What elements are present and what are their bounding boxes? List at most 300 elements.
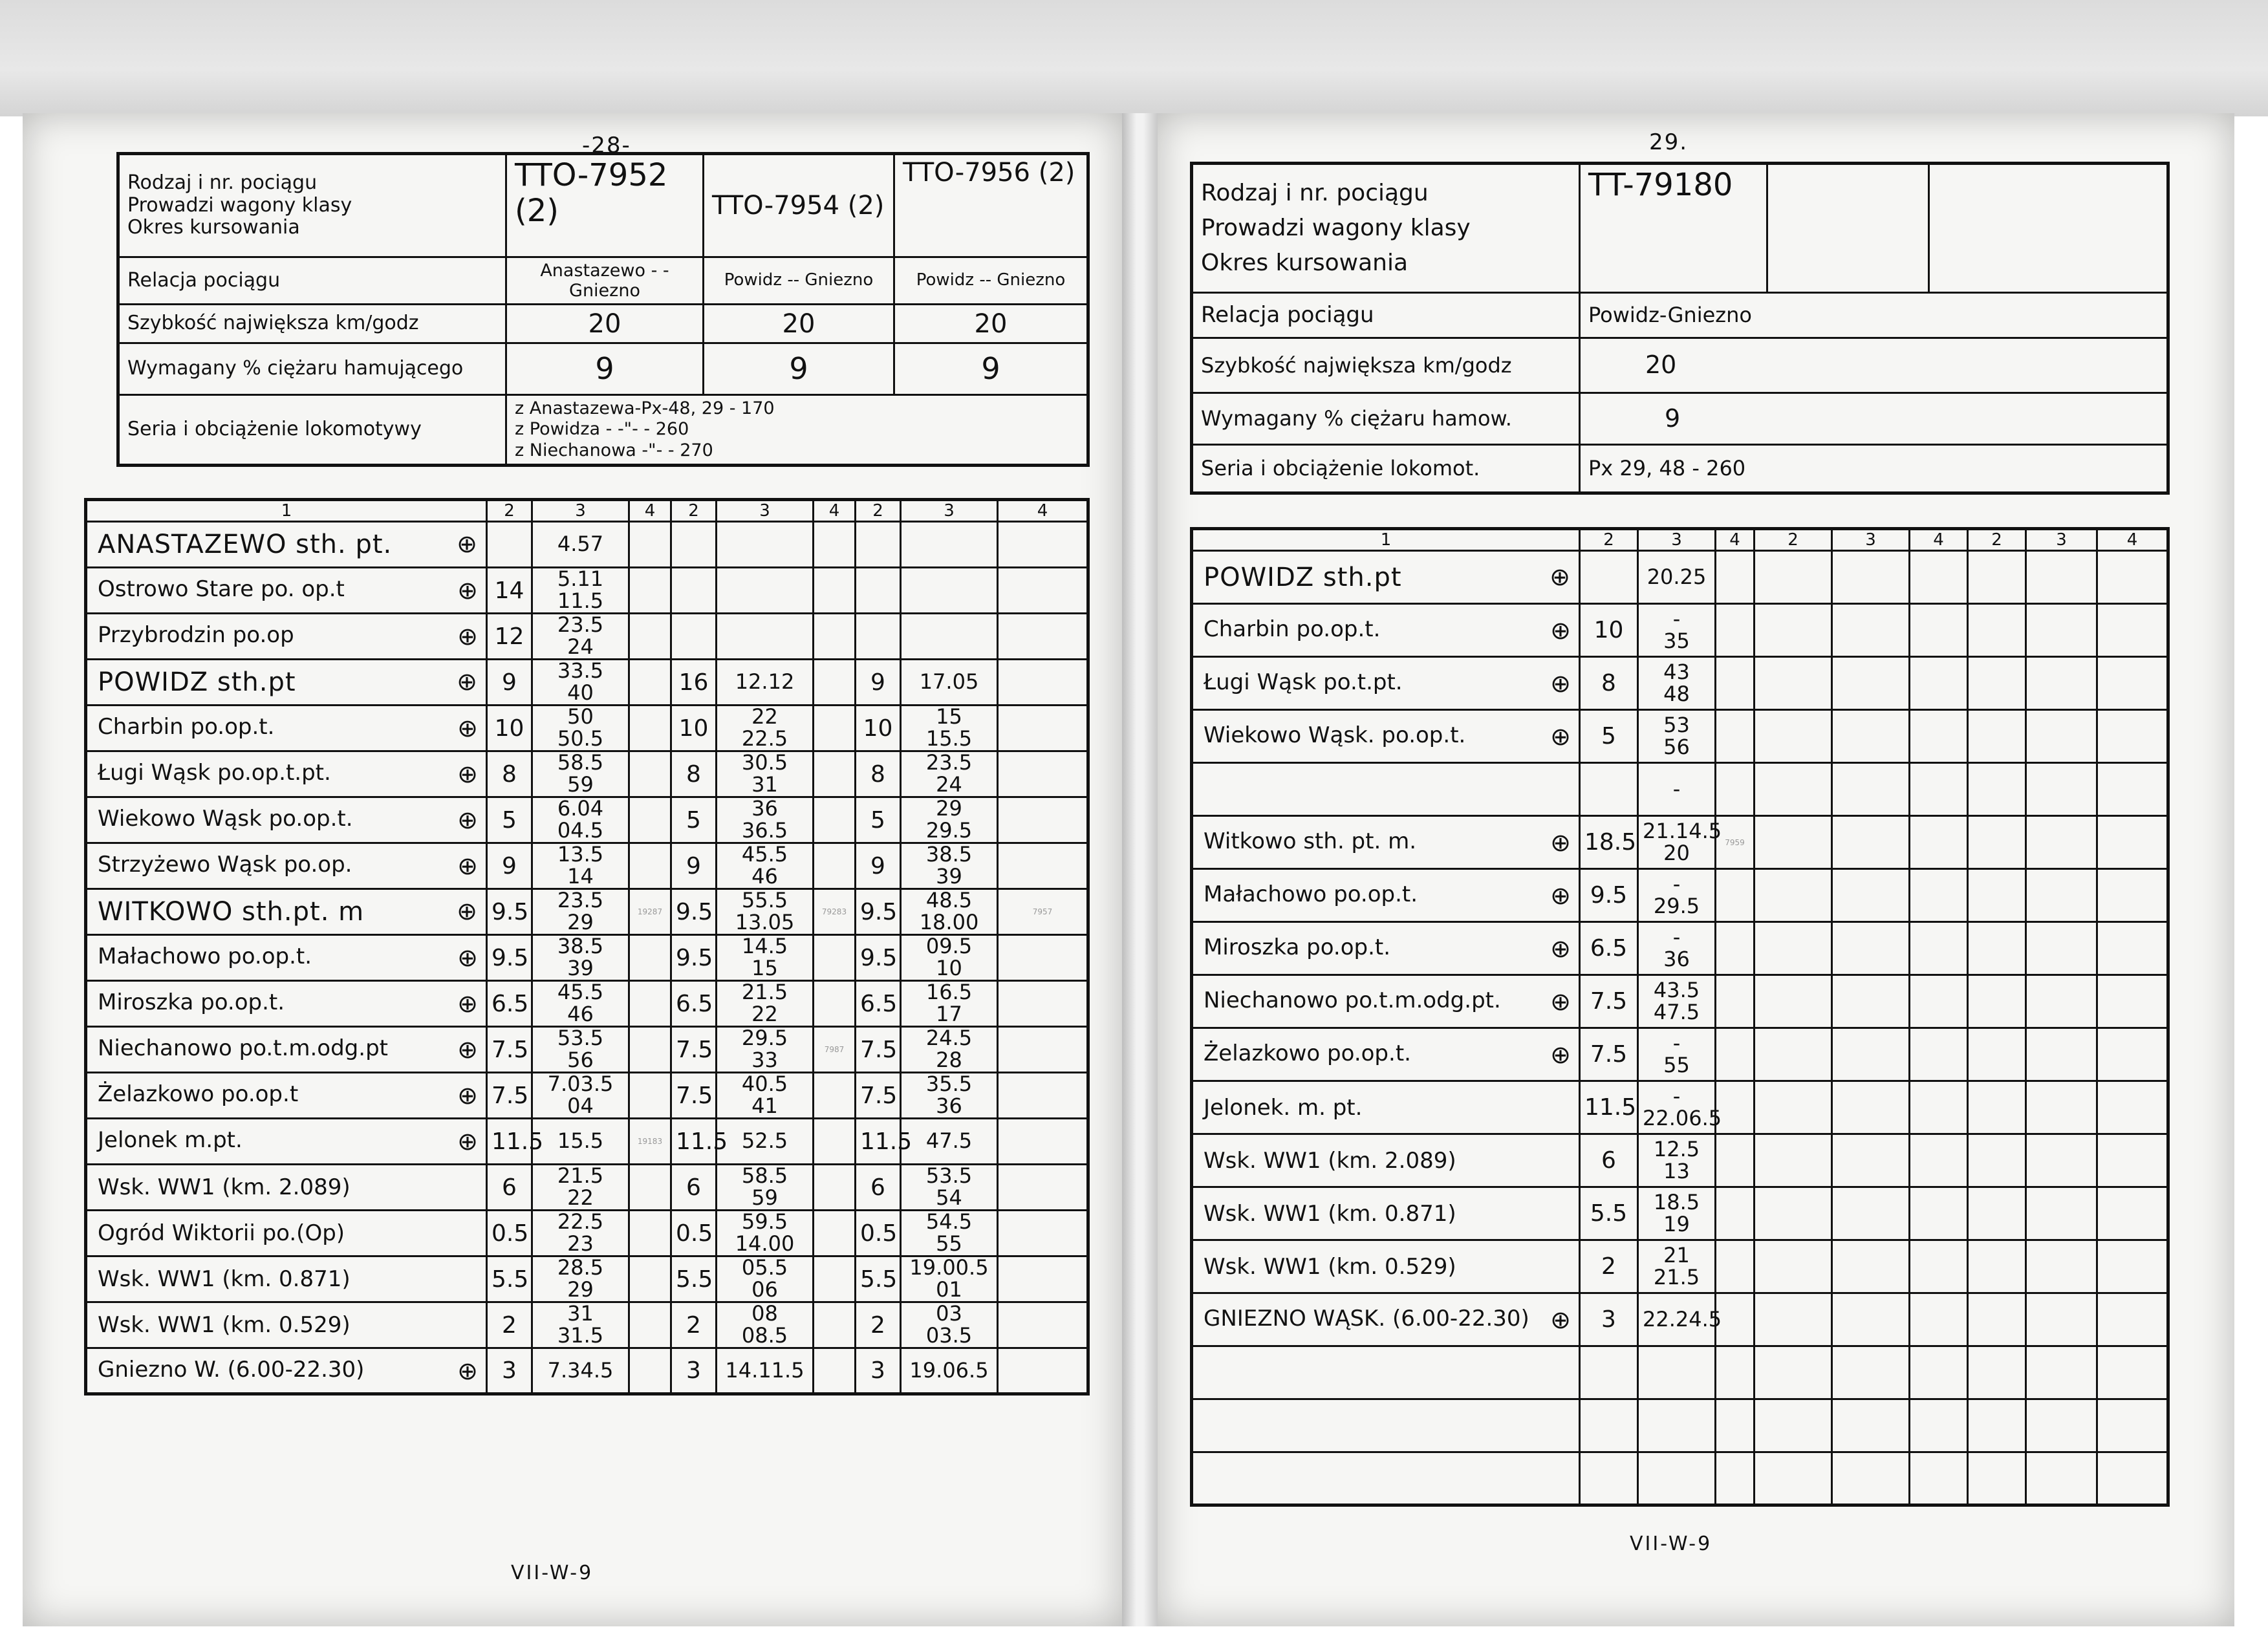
crossing-cell [998, 568, 1088, 614]
station-name-cell [86, 1211, 487, 1256]
empty-cell [1832, 1134, 1910, 1187]
empty-cell [1832, 1240, 1910, 1293]
empty-cell [1755, 869, 1832, 922]
empty-cell [1832, 1399, 1910, 1452]
crossing-cell [629, 935, 671, 981]
empty-cell [1755, 922, 1832, 975]
time-cell [1638, 1187, 1716, 1240]
stop-symbol-icon: ⊕ [457, 622, 478, 651]
empty-cell [1910, 1346, 1968, 1399]
time-value: 39 [567, 956, 594, 980]
time-value: 5.11 [557, 566, 604, 592]
time-cell [901, 889, 998, 935]
station-name: Jelonek m.pt. [98, 1127, 243, 1153]
distance-cell: 0.5 [671, 1211, 717, 1256]
time-value: 36 [1663, 946, 1690, 971]
empty-cell [2026, 1081, 2097, 1134]
speed-3: 20 [894, 305, 1088, 343]
station-row [86, 614, 1088, 660]
time-value: 15 [751, 956, 778, 980]
time-value: 21.14.5 [1643, 818, 1722, 843]
brake-right: 9 [1580, 393, 2168, 445]
station-name: Wsk. WW1 (km. 2.089) [1204, 1147, 1456, 1174]
empty-cell [2097, 1346, 2168, 1399]
brake-3: 9 [894, 343, 1088, 395]
train-number-3: TTO-7956 (2) [894, 154, 1088, 257]
left-page-number: -28- [582, 133, 631, 158]
relation-label: Relacja pociągu [118, 257, 506, 305]
speed-right: 20 [1580, 338, 2168, 393]
time-cell [717, 1119, 814, 1165]
time-value: 46 [751, 864, 778, 889]
station-row [1192, 1452, 2168, 1505]
empty-cell [1968, 1028, 2026, 1081]
time-value: 22 [751, 704, 778, 729]
relation-3: Powidz -- Gniezno [894, 257, 1088, 305]
time-value: 53.5 [925, 1163, 973, 1189]
column-number: 4 [814, 500, 856, 522]
distance-cell [487, 522, 532, 568]
empty-cell [1910, 1399, 1968, 1452]
empty-cell [2026, 1346, 2097, 1399]
scanner-background [0, 0, 2268, 116]
stop-symbol-icon: ⊕ [1550, 1305, 1571, 1334]
station-row [1192, 1293, 2168, 1346]
distance-cell: 11.5 [671, 1119, 717, 1165]
time-value: 14.00 [735, 1231, 795, 1256]
station-name-cell [86, 1256, 487, 1302]
time-value: - [1672, 871, 1681, 896]
station-name: Wsk. WW1 (km. 0.871) [98, 1266, 351, 1292]
distance-cell: 5 [1580, 710, 1638, 763]
time-value: 54 [936, 1185, 962, 1210]
empty-cell [1832, 1293, 1910, 1346]
station-name-cell [1192, 1452, 1580, 1505]
distance-cell: 9.5 [856, 935, 901, 981]
time-value: 13.05 [735, 910, 795, 934]
distance-cell: 10 [671, 706, 717, 751]
time-value: 46 [567, 1002, 594, 1026]
time-value: 21.5 [557, 1163, 604, 1189]
distance-cell: 8 [487, 751, 532, 797]
time-cell [717, 1027, 814, 1073]
empty-cell [1968, 1399, 2026, 1452]
station-name: Charbin po.op.t. [98, 714, 275, 740]
empty-cell [2097, 869, 2168, 922]
distance-cell: 7.5 [1580, 975, 1638, 1028]
station-name-cell [1192, 1399, 1580, 1452]
column-number: 3 [2026, 529, 2097, 551]
empty-cell [1832, 1028, 1910, 1081]
station-row [86, 1119, 1088, 1165]
time-value: 01 [936, 1277, 962, 1302]
time-value: 23 [567, 1231, 594, 1256]
stop-symbol-icon: ⊕ [457, 1035, 478, 1064]
distance-cell: 7.5 [1580, 1028, 1638, 1081]
station-row [1192, 1081, 2168, 1134]
time-value: 22 [567, 1185, 594, 1210]
station-row [86, 797, 1088, 843]
time-value: 38.5 [557, 934, 604, 959]
distance-cell: 5 [671, 797, 717, 843]
station-name: Jelonek. m. pt. [1204, 1094, 1363, 1121]
crossing-cell [998, 614, 1088, 660]
time-cell [532, 522, 629, 568]
crossing-cell [1716, 710, 1755, 763]
distance-cell: 9.5 [487, 889, 532, 935]
empty-cell [2097, 1240, 2168, 1293]
stop-symbol-icon: ⊕ [457, 989, 478, 1018]
time-value: 58.5 [557, 750, 604, 775]
time-value: - [1672, 606, 1681, 631]
time-value: 16.5 [925, 980, 973, 1005]
time-cell [532, 1119, 629, 1165]
loco-series-right: Px 29, 48 - 260 [1580, 445, 2168, 493]
station-name: Małachowo po.op.t. [98, 943, 312, 969]
empty-cell [2026, 1134, 2097, 1187]
time-value: 36.5 [741, 818, 788, 843]
time-cell [901, 1302, 998, 1348]
time-cell [1638, 1399, 1716, 1452]
empty-cell [1832, 1346, 1910, 1399]
station-name-cell [1192, 604, 1580, 657]
station-name-cell [1192, 657, 1580, 710]
station-name: ANASTAZEWO sth. pt. [98, 530, 393, 559]
station-row [86, 660, 1088, 706]
time-cell [532, 1256, 629, 1302]
time-value: 22.24.5 [1643, 1306, 1722, 1331]
stop-symbol-icon: ⊕ [457, 530, 478, 558]
empty-cell [1910, 1134, 1968, 1187]
empty-cell [1755, 975, 1832, 1028]
time-value: 03.5 [925, 1323, 973, 1348]
time-cell [717, 935, 814, 981]
empty-cell [2026, 975, 2097, 1028]
empty-cell [2026, 710, 2097, 763]
station-row [86, 1165, 1088, 1211]
time-value: 31.5 [557, 1323, 604, 1348]
time-cell [901, 568, 998, 614]
stop-symbol-icon: ⊕ [1550, 616, 1571, 645]
time-value: 53 [1663, 712, 1690, 737]
station-row [1192, 1346, 2168, 1399]
empty-cell [1832, 763, 1910, 816]
time-value: 04 [567, 1094, 594, 1118]
station-row [86, 889, 1088, 935]
crossing-cell [998, 751, 1088, 797]
brake-label-right: Wymagany % ciężaru hamow. [1192, 393, 1580, 445]
loco-label-right: Seria i obciążenie lokomot. [1192, 445, 1580, 493]
time-cell [532, 660, 629, 706]
crossing-cell [814, 522, 856, 568]
time-cell [532, 1302, 629, 1348]
empty-cell [1755, 1134, 1832, 1187]
distance-cell [671, 568, 717, 614]
empty-cell [2097, 551, 2168, 604]
station-name: Wsk. WW1 (km. 0.529) [98, 1312, 351, 1338]
empty-cell [2097, 922, 2168, 975]
crossing-cell: 7959 [1716, 816, 1755, 869]
time-cell [717, 614, 814, 660]
empty-cell [1910, 1240, 1968, 1293]
crossing-cell [1716, 604, 1755, 657]
time-value: 29.5 [741, 1026, 788, 1051]
empty-cell [2097, 657, 2168, 710]
stop-symbol-icon: ⊕ [1550, 562, 1571, 591]
time-cell [1638, 1452, 1716, 1505]
distance-cell: 14 [487, 568, 532, 614]
crossing-cell [998, 1348, 1088, 1394]
column-number: 4 [1910, 529, 1968, 551]
station-name-cell [86, 706, 487, 751]
column-number: 2 [671, 500, 717, 522]
crossing-cell [814, 568, 856, 614]
crossing-cell [814, 1348, 856, 1394]
station-name-cell [1192, 1134, 1580, 1187]
distance-cell: 8 [1580, 657, 1638, 710]
empty-cell [1832, 869, 1910, 922]
time-cell [1638, 710, 1716, 763]
time-value: 55 [936, 1231, 962, 1256]
empty-cell [1910, 975, 1968, 1028]
station-row [86, 981, 1088, 1027]
empty-cell [1910, 763, 1968, 816]
time-value: 14 [567, 864, 594, 889]
time-value: 31 [751, 772, 778, 797]
distance-cell: 16 [671, 660, 717, 706]
time-value: 29 [567, 1277, 594, 1302]
empty-cell [2097, 975, 2168, 1028]
station-row [1192, 710, 2168, 763]
distance-cell: 7.5 [487, 1073, 532, 1119]
station-row [1192, 657, 2168, 710]
time-value: 41 [751, 1094, 778, 1118]
time-cell [717, 522, 814, 568]
time-value: 54.5 [925, 1209, 973, 1234]
time-value: 14.11.5 [725, 1357, 805, 1383]
crossing-cell [629, 1165, 671, 1211]
train-number-right-empty-2 [1929, 164, 2168, 293]
time-value: 53.5 [557, 1026, 604, 1051]
time-cell [532, 1027, 629, 1073]
station-name: Wiekowo Wąsk po.op.t. [98, 806, 353, 832]
time-cell [901, 522, 998, 568]
station-row [1192, 975, 2168, 1028]
station-row [1192, 1187, 2168, 1240]
time-value: 59 [751, 1185, 778, 1210]
time-cell [901, 614, 998, 660]
crossing-cell [629, 1211, 671, 1256]
time-cell [532, 889, 629, 935]
station-row [86, 1211, 1088, 1256]
station-row [86, 843, 1088, 889]
speed-label-right: Szybkość największa km/godz [1192, 338, 1580, 393]
time-value: 20.25 [1647, 564, 1707, 589]
crossing-cell [998, 1302, 1088, 1348]
station-name: Gniezno W. (6.00-22.30) [98, 1356, 365, 1383]
crossing-cell [629, 1073, 671, 1119]
time-value: 13 [1663, 1158, 1690, 1183]
empty-cell [1755, 816, 1832, 869]
empty-cell [1910, 1187, 1968, 1240]
empty-cell [1968, 551, 2026, 604]
station-name-cell [1192, 1187, 1580, 1240]
empty-cell [2097, 763, 2168, 816]
station-name-cell [1192, 975, 1580, 1028]
crossing-cell [1716, 1187, 1755, 1240]
brake-2: 9 [704, 343, 894, 395]
empty-cell [1755, 1028, 1832, 1081]
station-name-cell [86, 1302, 487, 1348]
time-value: 55 [1663, 1052, 1690, 1077]
stop-symbol-icon: ⊕ [457, 760, 478, 788]
crossing-cell [998, 1027, 1088, 1073]
relation-1: Anastazewo - - Gniezno [506, 257, 704, 305]
empty-cell [2026, 1293, 2097, 1346]
time-cell [1638, 763, 1716, 816]
distance-cell: 8 [671, 751, 717, 797]
station-name: Wsk. WW1 (km. 0.529) [1204, 1253, 1456, 1280]
column-number: 4 [998, 500, 1088, 522]
time-cell [717, 751, 814, 797]
distance-cell: 9.5 [856, 889, 901, 935]
station-name: POWIDZ sth.pt [1204, 562, 1402, 592]
empty-cell [1968, 816, 2026, 869]
time-value: 52.5 [741, 1128, 788, 1154]
time-value: 22 [751, 1002, 778, 1026]
crossing-cell [814, 706, 856, 751]
station-row [1192, 922, 2168, 975]
distance-cell: 3 [487, 1348, 532, 1394]
relation-label-right: Relacja pociągu [1192, 293, 1580, 338]
time-value: 29.5 [925, 818, 973, 843]
time-cell [532, 981, 629, 1027]
station-name-cell [86, 1027, 487, 1073]
station-row [1192, 1134, 2168, 1187]
time-value: 21 [1663, 1242, 1690, 1267]
loco-label: Seria i obciążenie lokomotywy [118, 395, 506, 466]
distance-cell [1580, 551, 1638, 604]
crossing-cell [1716, 975, 1755, 1028]
time-value: 19 [1663, 1211, 1690, 1236]
time-value: 6.04 [557, 796, 604, 821]
distance-cell [671, 522, 717, 568]
time-value: 09.5 [925, 934, 973, 959]
distance-cell: 5.5 [487, 1256, 532, 1302]
station-row [1192, 816, 2168, 869]
time-value: 22.5 [741, 726, 788, 751]
station-name: Wsk. WW1 (km. 0.871) [1204, 1200, 1456, 1227]
empty-cell [1755, 710, 1832, 763]
time-cell [1638, 975, 1716, 1028]
distance-cell [1580, 763, 1638, 816]
time-value: 36 [936, 1094, 962, 1118]
time-value: 38.5 [925, 842, 973, 867]
stop-symbol-icon: ⊕ [457, 1127, 478, 1156]
stop-symbol-icon: ⊕ [457, 852, 478, 880]
station-name-cell [86, 1348, 487, 1394]
distance-cell: 5.5 [671, 1256, 717, 1302]
distance-cell: 3 [1580, 1293, 1638, 1346]
empty-cell [1968, 1293, 2026, 1346]
distance-cell [1580, 1346, 1638, 1399]
empty-cell [1755, 1452, 1832, 1505]
right-header-table [1190, 162, 2170, 495]
crossing-cell [998, 1165, 1088, 1211]
time-cell [1638, 1134, 1716, 1187]
time-value: 47.5 [1653, 999, 1700, 1024]
station-name: Witkowo sth. pt. m. [1204, 828, 1417, 854]
distance-cell: 12 [487, 614, 532, 660]
empty-cell [2026, 869, 2097, 922]
distance-cell: 10 [1580, 604, 1638, 657]
station-name-cell [86, 981, 487, 1027]
empty-cell [2097, 1028, 2168, 1081]
station-name-cell [1192, 869, 1580, 922]
time-value: 17 [936, 1002, 962, 1026]
station-name: Żelazkowo po.op.t. [1204, 1040, 1411, 1066]
crossing-cell [814, 1165, 856, 1211]
time-value: 21.5 [1653, 1264, 1700, 1289]
time-value: 19.06.5 [909, 1357, 989, 1383]
station-name-cell [86, 568, 487, 614]
time-value: 36 [751, 796, 778, 821]
distance-cell: 5.5 [1580, 1187, 1638, 1240]
station-name-cell [86, 522, 487, 568]
time-value: 43 [1663, 659, 1690, 684]
distance-cell: 7.5 [856, 1027, 901, 1073]
distance-cell: 9.5 [1580, 869, 1638, 922]
station-name: Wiekowo Wąsk. po.op.t. [1204, 722, 1466, 748]
station-row [86, 935, 1088, 981]
station-name: Ługi Wąsk po.op.t.pt. [98, 760, 331, 786]
time-value: 03 [936, 1301, 962, 1326]
distance-cell: 0.5 [856, 1211, 901, 1256]
crossing-cell [629, 1256, 671, 1302]
time-value: 23.5 [557, 612, 604, 638]
crossing-cell [629, 843, 671, 889]
station-row [1192, 1028, 2168, 1081]
time-cell [1638, 551, 1716, 604]
crossing-cell [629, 797, 671, 843]
empty-cell [2097, 1134, 2168, 1187]
distance-cell: 7.5 [856, 1073, 901, 1119]
station-name: GNIEZNO WĄSK. (6.00-22.30) [1204, 1305, 1529, 1331]
station-row [1192, 1240, 2168, 1293]
distance-cell: 9 [487, 660, 532, 706]
empty-cell [1832, 816, 1910, 869]
empty-cell [2097, 710, 2168, 763]
crossing-cell [1716, 551, 1755, 604]
time-cell [717, 1256, 814, 1302]
empty-cell [1968, 1240, 2026, 1293]
time-cell [901, 935, 998, 981]
station-name-cell [86, 1119, 487, 1165]
time-value: 18.00 [919, 910, 979, 934]
station-row [1192, 604, 2168, 657]
crossing-cell [814, 797, 856, 843]
time-cell [901, 981, 998, 1027]
crossing-cell [998, 843, 1088, 889]
empty-cell [1832, 1081, 1910, 1134]
crossing-cell [814, 1211, 856, 1256]
distance-cell: 6 [856, 1165, 901, 1211]
crossing-cell [814, 935, 856, 981]
empty-cell [1832, 1187, 1910, 1240]
column-number: 4 [629, 500, 671, 522]
loco-series: z Anastazewa-Px-48, 29 - 170 z Powidza - -"- - 260 z Niechanowa -"- - 270 [506, 395, 1088, 466]
empty-cell [2026, 1399, 2097, 1452]
